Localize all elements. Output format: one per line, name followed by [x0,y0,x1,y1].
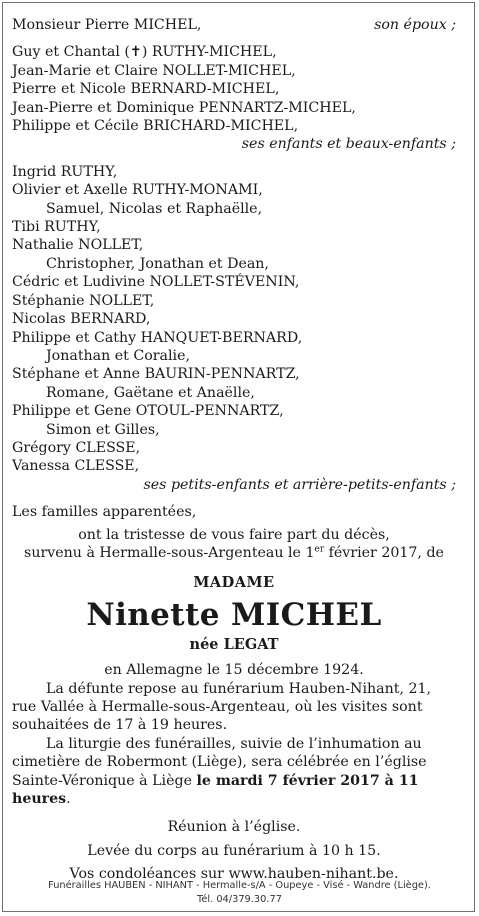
great-grandchild-line: Simon et Gilles, [46,421,160,438]
grandchild-line: Olivier et Axelle RUTHY-MONAMI, [12,182,263,199]
grandchild-line: Tibi RUTHY, [12,219,101,236]
grandchild-line: Ingrid RUTHY, [12,163,118,180]
grandchildren-role: ses petits-enfants et arrière-petits-enfants ; [143,476,456,493]
child-line: Philippe et Cécile BRICHARD-MICHEL, [12,118,299,135]
great-grandchild-line: Christopher, Jonathan et Dean, [46,255,269,272]
announce-line-2: survenu à Hermalle-sous-Argenteau le 1er février 2017, de [24,544,444,561]
visitation-paragraph: La défunte repose au funérarium Hauben-Nihant, 21, rue Vallée à Hermalle-sous-Argenteau, où les visites sont souhaitées de 17 à 19 heures. [12,680,432,734]
birth-line: en Allemagne le 15 décembre 1924. [104,662,364,679]
funeral-home-phone: Tél. 04/379.30.77 [197,894,282,905]
child-line: Guy et Chantal (✝) RUTHY-MICHEL, [12,44,277,61]
funeral-date: le mardi 7 février 2017 à 11 heures [12,772,419,808]
child-line: Pierre et Nicole BERNARD-MICHEL, [12,81,280,98]
grandchild-line: Stéphanie NOLLET, [12,292,155,309]
death-notice [12,16,456,884]
great-grandchild-line: Samuel, Nicolas et Raphaëlle, [46,200,263,217]
families-line: Les familles apparentées, [12,504,197,521]
spouse-name: Monsieur Pierre MICHEL, [12,17,202,33]
grandchild-line: Nathalie NOLLET, [12,237,144,254]
funeral-home-info: Funérailles HAUBEN - NIHANT - Hermalle-s/A - Oupeye - Visé - Wandre (Liège). [48,880,431,891]
church-meeting: Réunion à l’église. [167,819,301,836]
great-grandchild-line: Jonathan et Coralie, [46,347,190,364]
grandchild-line: Vanessa CLESSE, [12,458,140,475]
spouse-line [12,16,456,34]
body-lifting: Levée du corps au funérarium à 10 h 15. [87,842,381,859]
child-line: Jean-Pierre et Dominique PENNARTZ-MICHEL, [12,99,356,116]
child-line: Jean-Marie et Claire NOLLET-MICHEL, [12,62,296,79]
deceased-title: MADAME [193,574,275,592]
grandchild-line: Cédric et Ludivine NOLLET-STÉVENIN, [12,274,300,291]
grandchild-line: Grégory CLESSE, [12,439,141,456]
grandchild-line: Philippe et Cathy HANQUET-BERNARD, [12,329,303,346]
spouse-role: son époux ; [374,17,456,33]
grandchild-line: Stéphane et Anne BAURIN-PENNARTZ, [12,366,300,383]
deceased-name: Ninette MICHEL [86,596,382,633]
children-list [12,43,456,153]
grandchildren-list [12,163,456,494]
children-role: ses enfants et beaux-enfants ; [241,136,456,153]
great-grandchild-line: Romane, Gaëtane et Anaëlle, [46,384,255,401]
announce-line-1: ont la tristesse de vous faire part du décès, [78,526,390,543]
condolences-line: Vos condoléances sur www.hauben-nihant.be. [69,866,399,883]
liturgy-paragraph: La liturgie des funérailles, suivie de l’inhumation au cimetière de Robermont (Liège), sera célébrée en l’église Sainte-Véronique à Liège le mardi 7 février 2017 à 11 heures. [12,735,427,808]
grandchild-line: Nicolas BERNARD, [12,311,151,328]
deceased-maiden-name: née LEGAT [189,635,279,653]
grandchild-line: Philippe et Gene OTOUL-PENNARTZ, [12,403,284,420]
